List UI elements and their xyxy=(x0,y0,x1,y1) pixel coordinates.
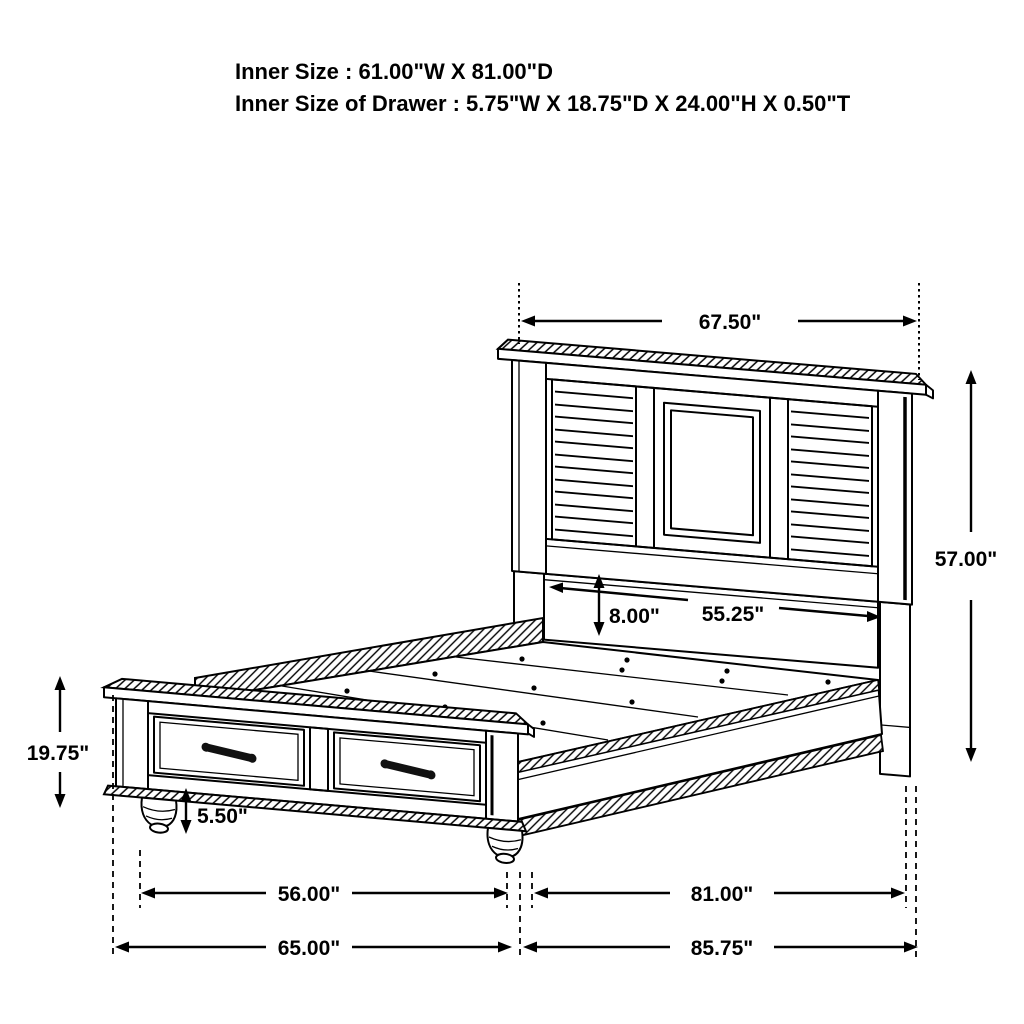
headboard-height-label: 57.00" xyxy=(934,548,998,571)
floor-clearance-label: 5.50" xyxy=(197,805,248,828)
dim-footboard-height xyxy=(27,676,90,808)
dim-inner-length xyxy=(534,883,905,906)
header-notes xyxy=(235,59,851,116)
inner-length-label: 81.00" xyxy=(690,883,754,906)
dim-headboard-height xyxy=(935,370,998,762)
dim-overall-length xyxy=(523,937,918,960)
dim-footboard-width xyxy=(115,937,512,960)
overall-length-label: 85.75" xyxy=(690,937,754,960)
foot-inner-width-label: 56.00" xyxy=(277,883,341,906)
head-rail-height-label: 8.00" xyxy=(609,605,660,628)
footboard-right-foot xyxy=(487,828,522,865)
footboard-left-foot xyxy=(141,798,176,835)
headboard-body xyxy=(512,360,912,605)
footboard-width-label: 65.00" xyxy=(277,937,341,960)
dim-headboard-width xyxy=(521,311,917,334)
headboard-width-label: 67.50" xyxy=(698,311,762,334)
dim-foot-inner-width xyxy=(141,883,508,906)
inner-size-note: Inner Size : 61.00"W X 81.00"D xyxy=(235,59,553,84)
headboard-right-leg xyxy=(880,602,910,777)
head-rail-length-label: 55.25" xyxy=(701,603,765,626)
footboard-height-label: 19.75" xyxy=(26,742,90,765)
headboard-crown-endcap xyxy=(926,385,933,399)
drawer-inner-size-note: Inner Size of Drawer : 5.75"W X 18.75"D X 24.00"H X 0.50"T xyxy=(235,91,851,116)
